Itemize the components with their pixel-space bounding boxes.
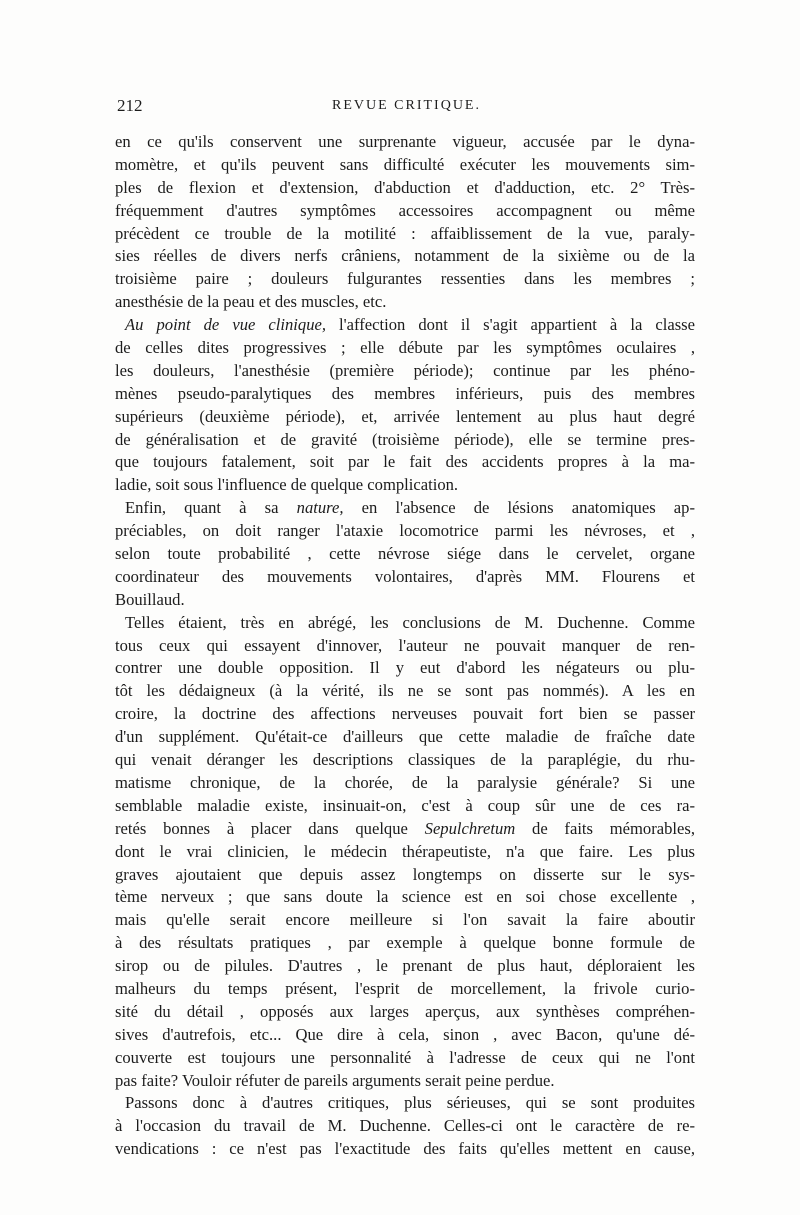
italic-text: nature,: [296, 498, 344, 518]
text-line: [115, 131, 695, 154]
line-text: graves ajoutaient que depuis assez longtemps on disserte sur le sys-: [115, 864, 695, 884]
line-text: anesthésie de la peau et des muscles, etc.: [115, 292, 387, 312]
text-line: [115, 1138, 695, 1161]
line-text: malheurs du temps présent, l'esprit de morcellement, la frivole curio-: [115, 978, 695, 998]
text-line: [115, 429, 695, 452]
text-line: [115, 1092, 695, 1115]
line-text: sives d'autrefois, etc... Que dire à cela, sinon , avec Bacon, qu'une dé-: [115, 1024, 695, 1044]
line-text: tème nerveux ; que sans doute la science est en soi chose excellente ,: [115, 887, 695, 907]
line-text: Telles étaient, très en abrégé, les conclusions de M. Duchenne. Comme: [125, 612, 695, 632]
line-text: précèdent ce trouble de la motilité : affaiblissement de la vue, paraly-: [115, 223, 695, 243]
line-text: les douleurs, l'anesthésie (première période); continue par les phéno-: [115, 360, 695, 380]
text-line: [115, 795, 695, 818]
line-text: ples de flexion et d'extension, d'abduction et d'adduction, etc. 2° Très-: [115, 177, 695, 197]
line-text: momètre, et qu'ils peuvent sans difficulté exécuter les mouvements sim-: [115, 154, 695, 174]
text-line: [115, 406, 695, 429]
text-line: [115, 291, 695, 314]
line-text: sité du détail , opposés aux larges aperçus, aux synthèses compréhen-: [115, 1001, 695, 1021]
text-line: [115, 451, 695, 474]
line-text: dont le vrai clinicien, le médecin thérapeutiste, n'a que faire. Les plus: [115, 841, 695, 861]
running-head: [117, 94, 690, 124]
text-line: [115, 1047, 695, 1070]
line-text: matisme chronique, de la chorée, de la paralysie générale? Si une: [115, 772, 695, 792]
line-text: qui venait déranger les descriptions classiques de la paraplégie, du rhu-: [115, 750, 695, 770]
text-line: [115, 612, 695, 635]
text-line: [115, 383, 695, 406]
line-text: retés bonnes à placer dans quelque: [115, 818, 425, 838]
line-text: tôt les dédaigneux (à la vérité, ils ne se sont pas nommés). A les en: [115, 681, 695, 701]
text-line: [115, 337, 695, 360]
line-text: selon toute probabilité , cette névrose siége dans le cervelet, organe: [115, 544, 695, 564]
line-text: contrer une double opposition. Il y eut d'abord les négateurs ou plu-: [115, 658, 695, 678]
text-line: [115, 154, 695, 177]
text-line: [115, 245, 695, 268]
text-line: [115, 268, 695, 291]
line-text: de celles dites progressives ; elle débute par les symptômes oculaires ,: [115, 338, 695, 358]
text-line: [115, 955, 695, 978]
line-text: coordinateur des mouvements volontaires, d'après MM. Flourens et: [115, 566, 695, 586]
line-text: à des résultats pratiques , par exemple à quelque bonne formule de: [115, 933, 695, 953]
text-line: [115, 657, 695, 680]
text-line: [115, 864, 695, 887]
line-text: de généralisation et de gravité (troisième période), elle se termine pres-: [115, 429, 695, 449]
line-text: tous ceux qui essayent d'innover, l'auteur ne pouvait manquer de ren-: [115, 635, 695, 655]
text-line: [115, 589, 695, 612]
text-line: [115, 177, 695, 200]
text-line: [115, 520, 695, 543]
text-line: [115, 726, 695, 749]
body-text: [115, 131, 695, 1161]
text-line: [115, 978, 695, 1001]
text-line: [115, 1024, 695, 1047]
line-text: sirop ou de pilules. D'autres , le prenant de plus haut, déploraient les: [115, 956, 695, 976]
text-line: [115, 909, 695, 932]
page-number: 212: [117, 96, 143, 115]
line-text: ladie, soit sous l'influence de quelque complication.: [115, 475, 459, 495]
line-text: troisième paire ; douleurs fulgurantes ressenties dans les membres ;: [115, 269, 695, 289]
line-text: l'affection dont il s'agit appartient à la classe: [326, 315, 695, 335]
text-line: [115, 703, 695, 726]
text-line: [115, 497, 695, 520]
line-text: croire, la doctrine des affections nerveuses pouvait fort bien se passer: [115, 704, 695, 724]
line-text: en l'absence de lésions anatomiques ap-: [343, 498, 695, 518]
line-text: de faits mémorables,: [515, 818, 695, 838]
line-text: que toujours fatalement, soit par le fait des accidents propres à la ma-: [115, 452, 695, 472]
line-text: préciables, on doit ranger l'ataxie locomotrice parmi les névroses, et ,: [115, 521, 695, 541]
text-line: [115, 841, 695, 864]
text-line: [115, 1115, 695, 1138]
line-text: à l'occasion du travail de M. Duchenne. Celles-ci ont le caractère de re-: [115, 1116, 695, 1136]
line-text: d'un supplément. Qu'était-ce d'ailleurs que cette maladie de fraîche date: [115, 727, 695, 747]
line-text: fréquemment d'autres symptômes accessoires accompagnent ou même: [115, 200, 695, 220]
text-line: [115, 1070, 695, 1093]
line-text: pas faite? Vouloir réfuter de pareils arguments serait peine perdue.: [115, 1070, 555, 1090]
line-text: mènes pseudo-paralytiques des membres inférieurs, puis des membres: [115, 383, 695, 403]
italic-text: Au point de vue clinique,: [125, 315, 327, 335]
text-line: [115, 543, 695, 566]
line-text: Enfin, quant à sa: [125, 498, 297, 518]
text-line: [115, 200, 695, 223]
text-line: [115, 680, 695, 703]
text-line: [115, 360, 695, 383]
running-title: REVUE CRITIQUE.: [332, 98, 481, 113]
line-text: Passons donc à d'autres critiques, plus sérieuses, qui se sont produites: [125, 1093, 695, 1113]
line-text: sies réelles de divers nerfs crâniens, notamment de la sixième ou de la: [115, 246, 695, 266]
text-line: [115, 1001, 695, 1024]
italic-text: Sepulchretum: [424, 818, 516, 838]
text-line: [115, 818, 695, 841]
line-text: semblable maladie existe, insinuait-on, c'est à coup sûr une de ces ra-: [115, 795, 695, 815]
text-line: [115, 749, 695, 772]
text-line: [115, 932, 695, 955]
line-text: mais qu'elle serait encore meilleure si l'on savait la faire aboutir: [115, 910, 695, 930]
line-text: vendications : ce n'est pas l'exactitude des faits qu'elles mettent en cause,: [115, 1139, 695, 1159]
text-line: [115, 474, 695, 497]
text-line: [115, 566, 695, 589]
line-text: Bouillaud.: [115, 589, 185, 609]
text-line: [115, 886, 695, 909]
line-text: en ce qu'ils conservent une surprenante vigueur, accusée par le dyna-: [115, 132, 695, 151]
text-line: [115, 635, 695, 658]
line-text: supérieurs (deuxième période), et, arrivée lentement au plus haut degré: [115, 406, 695, 426]
line-text: couverte est toujours une personnalité à l'adresse de ceux qui ne l'ont: [115, 1047, 695, 1067]
text-line: [115, 772, 695, 795]
text-line: [115, 314, 695, 337]
text-line: [115, 223, 695, 246]
